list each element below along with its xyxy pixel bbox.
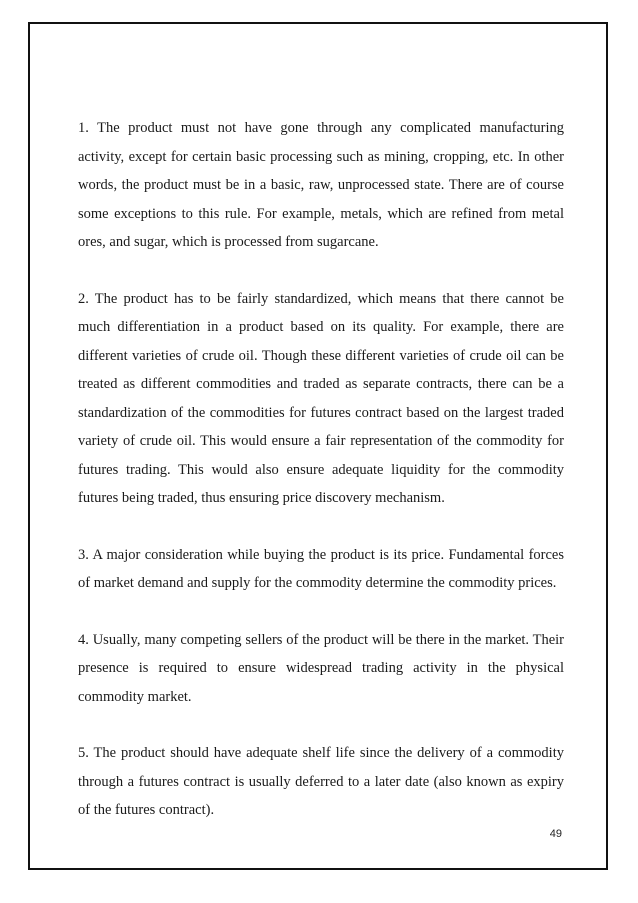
paragraph-5: 5. The product should have adequate shelf life since the delivery of a commodity through a futures contract is usually deferred to a later date (also known as expiry of the futures contract). xyxy=(78,745,564,818)
page-frame xyxy=(28,22,608,870)
paragraph-2: 2. The product has to be fairly standardized, which means that there cannot be much differentiation in a product based on its quality. For example, there are different varieties of crude oil. Though these different varieties of crude oil can be treated as different commodities and traded as separate contracts, there can be a standardization of the commodities for futures contract based on the largest traded variety of crude oil. This would ensure a fair representation of the commodity for futures trading. This would also ensure adequate liquidity for the commodity futures being traded, thus ensuring price discovery mechanism. xyxy=(78,290,564,506)
page-number: 49 xyxy=(549,828,562,840)
paragraph-3: 3. A major consideration while buying the product is its price. Fundamental forces of market demand and supply for the commodity determine the commodity prices. xyxy=(78,546,564,591)
paragraph-1: 1. The product must not have gone through any complicated manufacturing activity, except for certain basic processing such as mining, cropping, etc. In other words, the product must be in a basic, raw, unprocessed state. There are of course some exceptions to this rule. For example, metals, which are refined from metal ores, and sugar, which is processed from sugarcane. xyxy=(78,120,564,250)
paragraph-4: 4. Usually, many competing sellers of the product will be there in the market. Their presence is required to ensure widespread trading activity in the physical commodity market. xyxy=(78,631,564,705)
page-content xyxy=(78,114,564,853)
